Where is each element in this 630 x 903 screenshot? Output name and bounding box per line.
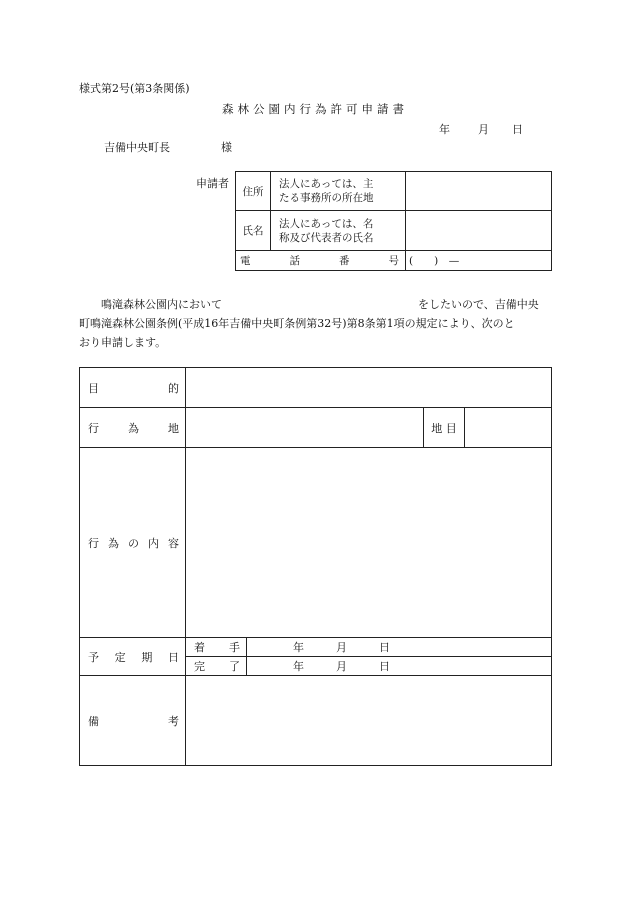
land-category-label: 地 目 xyxy=(424,408,465,448)
address-field[interactable] xyxy=(406,172,552,211)
statement-line2: 町鳴滝森林公園条例(平成16年吉備中央町条例第32号)第8条第1項の規定により、次のと xyxy=(79,317,515,330)
name-note: 法人にあっては、名 称及び代表者の氏名 xyxy=(271,211,406,251)
applicant-label: 申請者 xyxy=(196,177,229,190)
phone-field[interactable]: ( ) — xyxy=(406,251,552,271)
content-label: 行 為 の 内 容 xyxy=(80,448,186,638)
application-statement xyxy=(79,295,554,352)
start-label: 着 手 xyxy=(186,638,247,657)
site-field[interactable] xyxy=(186,408,424,448)
statement-line1-end: をしたいので、吉備中央 xyxy=(418,298,539,311)
schedule-label: 予 定 期 日 xyxy=(80,638,186,676)
site-label: 行 為 地 xyxy=(80,408,186,448)
addressee-honorific: 様 xyxy=(221,141,232,154)
remarks-field[interactable] xyxy=(186,676,552,766)
end-date-field[interactable]: 年 月 日 xyxy=(247,657,552,676)
address-note: 法人にあっては、主 たる事務所の所在地 xyxy=(271,172,406,211)
purpose-label: 目 的 xyxy=(80,368,186,408)
applicant-table xyxy=(235,171,552,271)
name-label: 氏名 xyxy=(236,211,271,251)
address-label: 住所 xyxy=(236,172,271,211)
land-category-field[interactable] xyxy=(465,408,552,448)
date-day-label: 日 xyxy=(512,123,523,136)
date-month-label: 月 xyxy=(478,123,489,136)
end-label: 完 了 xyxy=(186,657,247,676)
start-date-field[interactable]: 年 月 日 xyxy=(247,638,552,657)
remarks-label: 備 考 xyxy=(80,676,186,766)
document-title: 森林公園内行為許可申請書 xyxy=(222,102,408,116)
date-year-label: 年 xyxy=(439,123,450,136)
addressee-name: 吉備中央町長 xyxy=(104,141,170,154)
purpose-field[interactable] xyxy=(186,368,552,408)
phone-label: 電 話 番 号 xyxy=(236,251,406,271)
statement-line3: おり申請します。 xyxy=(79,336,167,349)
content-field[interactable] xyxy=(186,448,552,638)
form-number: 様式第2号(第3条関係) xyxy=(79,82,190,95)
name-field[interactable] xyxy=(406,211,552,251)
statement-line1-start: 鳴滝森林公園内において xyxy=(101,298,222,311)
application-details-table xyxy=(79,367,552,766)
